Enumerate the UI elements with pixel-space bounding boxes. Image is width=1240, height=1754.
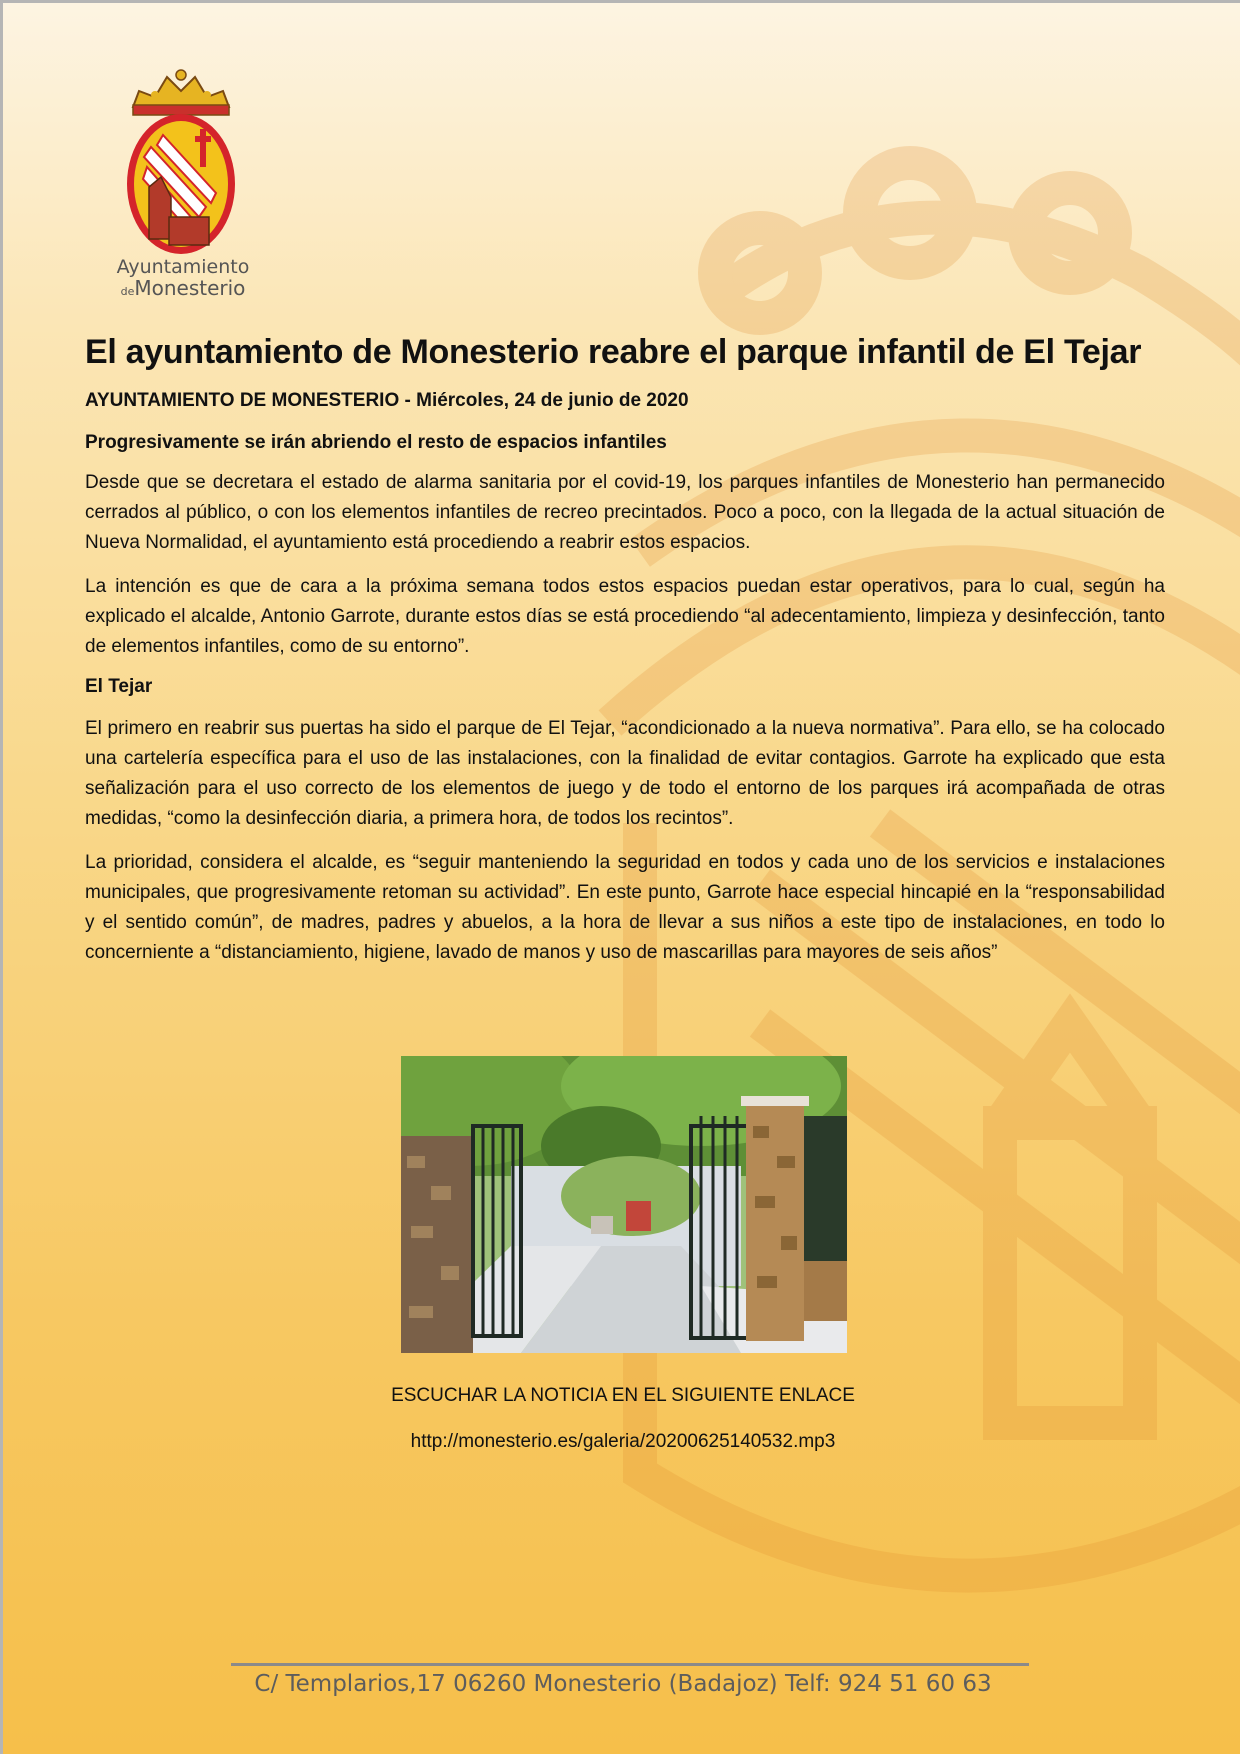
- park-gate-photo: [401, 1056, 847, 1353]
- article-subtitle: Progresivamente se irán abriendo el resto de espacios infantiles: [85, 432, 667, 453]
- listen-label: ESCUCHAR LA NOTICIA EN EL SIGUIENTE ENLACE: [391, 1385, 855, 1406]
- article-title: El ayuntamiento de Monesterio reabre el parque infantil de El Tejar: [85, 333, 1142, 371]
- article-paragraph-2: La intención es que de cara a la próxima semana todos estos espacios puedan estar operativos, para lo cual, según ha explicado el alcalde, Antonio Garrote, durante estos días se está procediendo “al adecentamiento, limpieza y desinfección, tanto de elementos infantiles, como de su entorno”.: [85, 576, 1165, 657]
- article-paragraph-4: La prioridad, considera el alcalde, es “seguir manteniendo la seguridad en todos y cada uno de los servicios e instalaciones municipales, que progresivamente retoman su actividad”. En este punto, Garrote hace especial hincapié en la “responsabilidad y el sentido común”, de madres, padres y abuelos, a la hora de llevar a sus niños a este tipo de instalaciones, en todo lo concerniente a “distanciamiento, higiene, lavado de manos y uso de mascarillas para mayores de seis años”: [85, 852, 1165, 963]
- municipality-name: [103, 258, 263, 299]
- audio-link[interactable]: http://monesterio.es/galeria/20200625140532.mp3: [410, 1431, 836, 1452]
- section-title-el-tejar: El Tejar: [85, 676, 153, 697]
- footer-address: C/ Templarios,17 06260 Monesterio (Badajoz) Telf: 924 51 60 63: [254, 1671, 992, 1697]
- article-dateline: AYUNTAMIENTO DE MONESTERIO - Miércoles, 24 de junio de 2020: [85, 390, 689, 411]
- logo-name-main: Monesterio: [134, 275, 246, 300]
- logo-name-line2: [103, 275, 263, 300]
- article-paragraph-1: Desde que se decretara el estado de alarma sanitaria por el covid-19, los parques infantiles de Monesterio han permanecido cerrados al público, o con los elementos infantiles de recreo precintados. Poco a poco, con la llegada de la actual situación de Nueva Normalidad, el ayuntamiento está procediendo a reabrir estos espacios.: [85, 472, 1165, 553]
- article-paragraph-3: El primero en reabrir sus puertas ha sido el parque de El Tejar, “acondicionado a la nueva normativa”. Para ello, se ha colocado una cartelería específica para el uso de las instalaciones, con la finalidad de evitar contagios. Garrote ha explicado que esta señalización para el uso correcto de los elementos de juego y de todo el entorno de los parques irá acompañada de otras medidas, “como la desinfección diaria, a primera hora, de todos los recintos”.: [85, 718, 1165, 829]
- logo-name-prefix: de: [120, 284, 135, 298]
- logo-name-line1: Ayuntamiento: [116, 256, 250, 278]
- footer-divider: [231, 1663, 1029, 1666]
- article-body: [85, 333, 1165, 982]
